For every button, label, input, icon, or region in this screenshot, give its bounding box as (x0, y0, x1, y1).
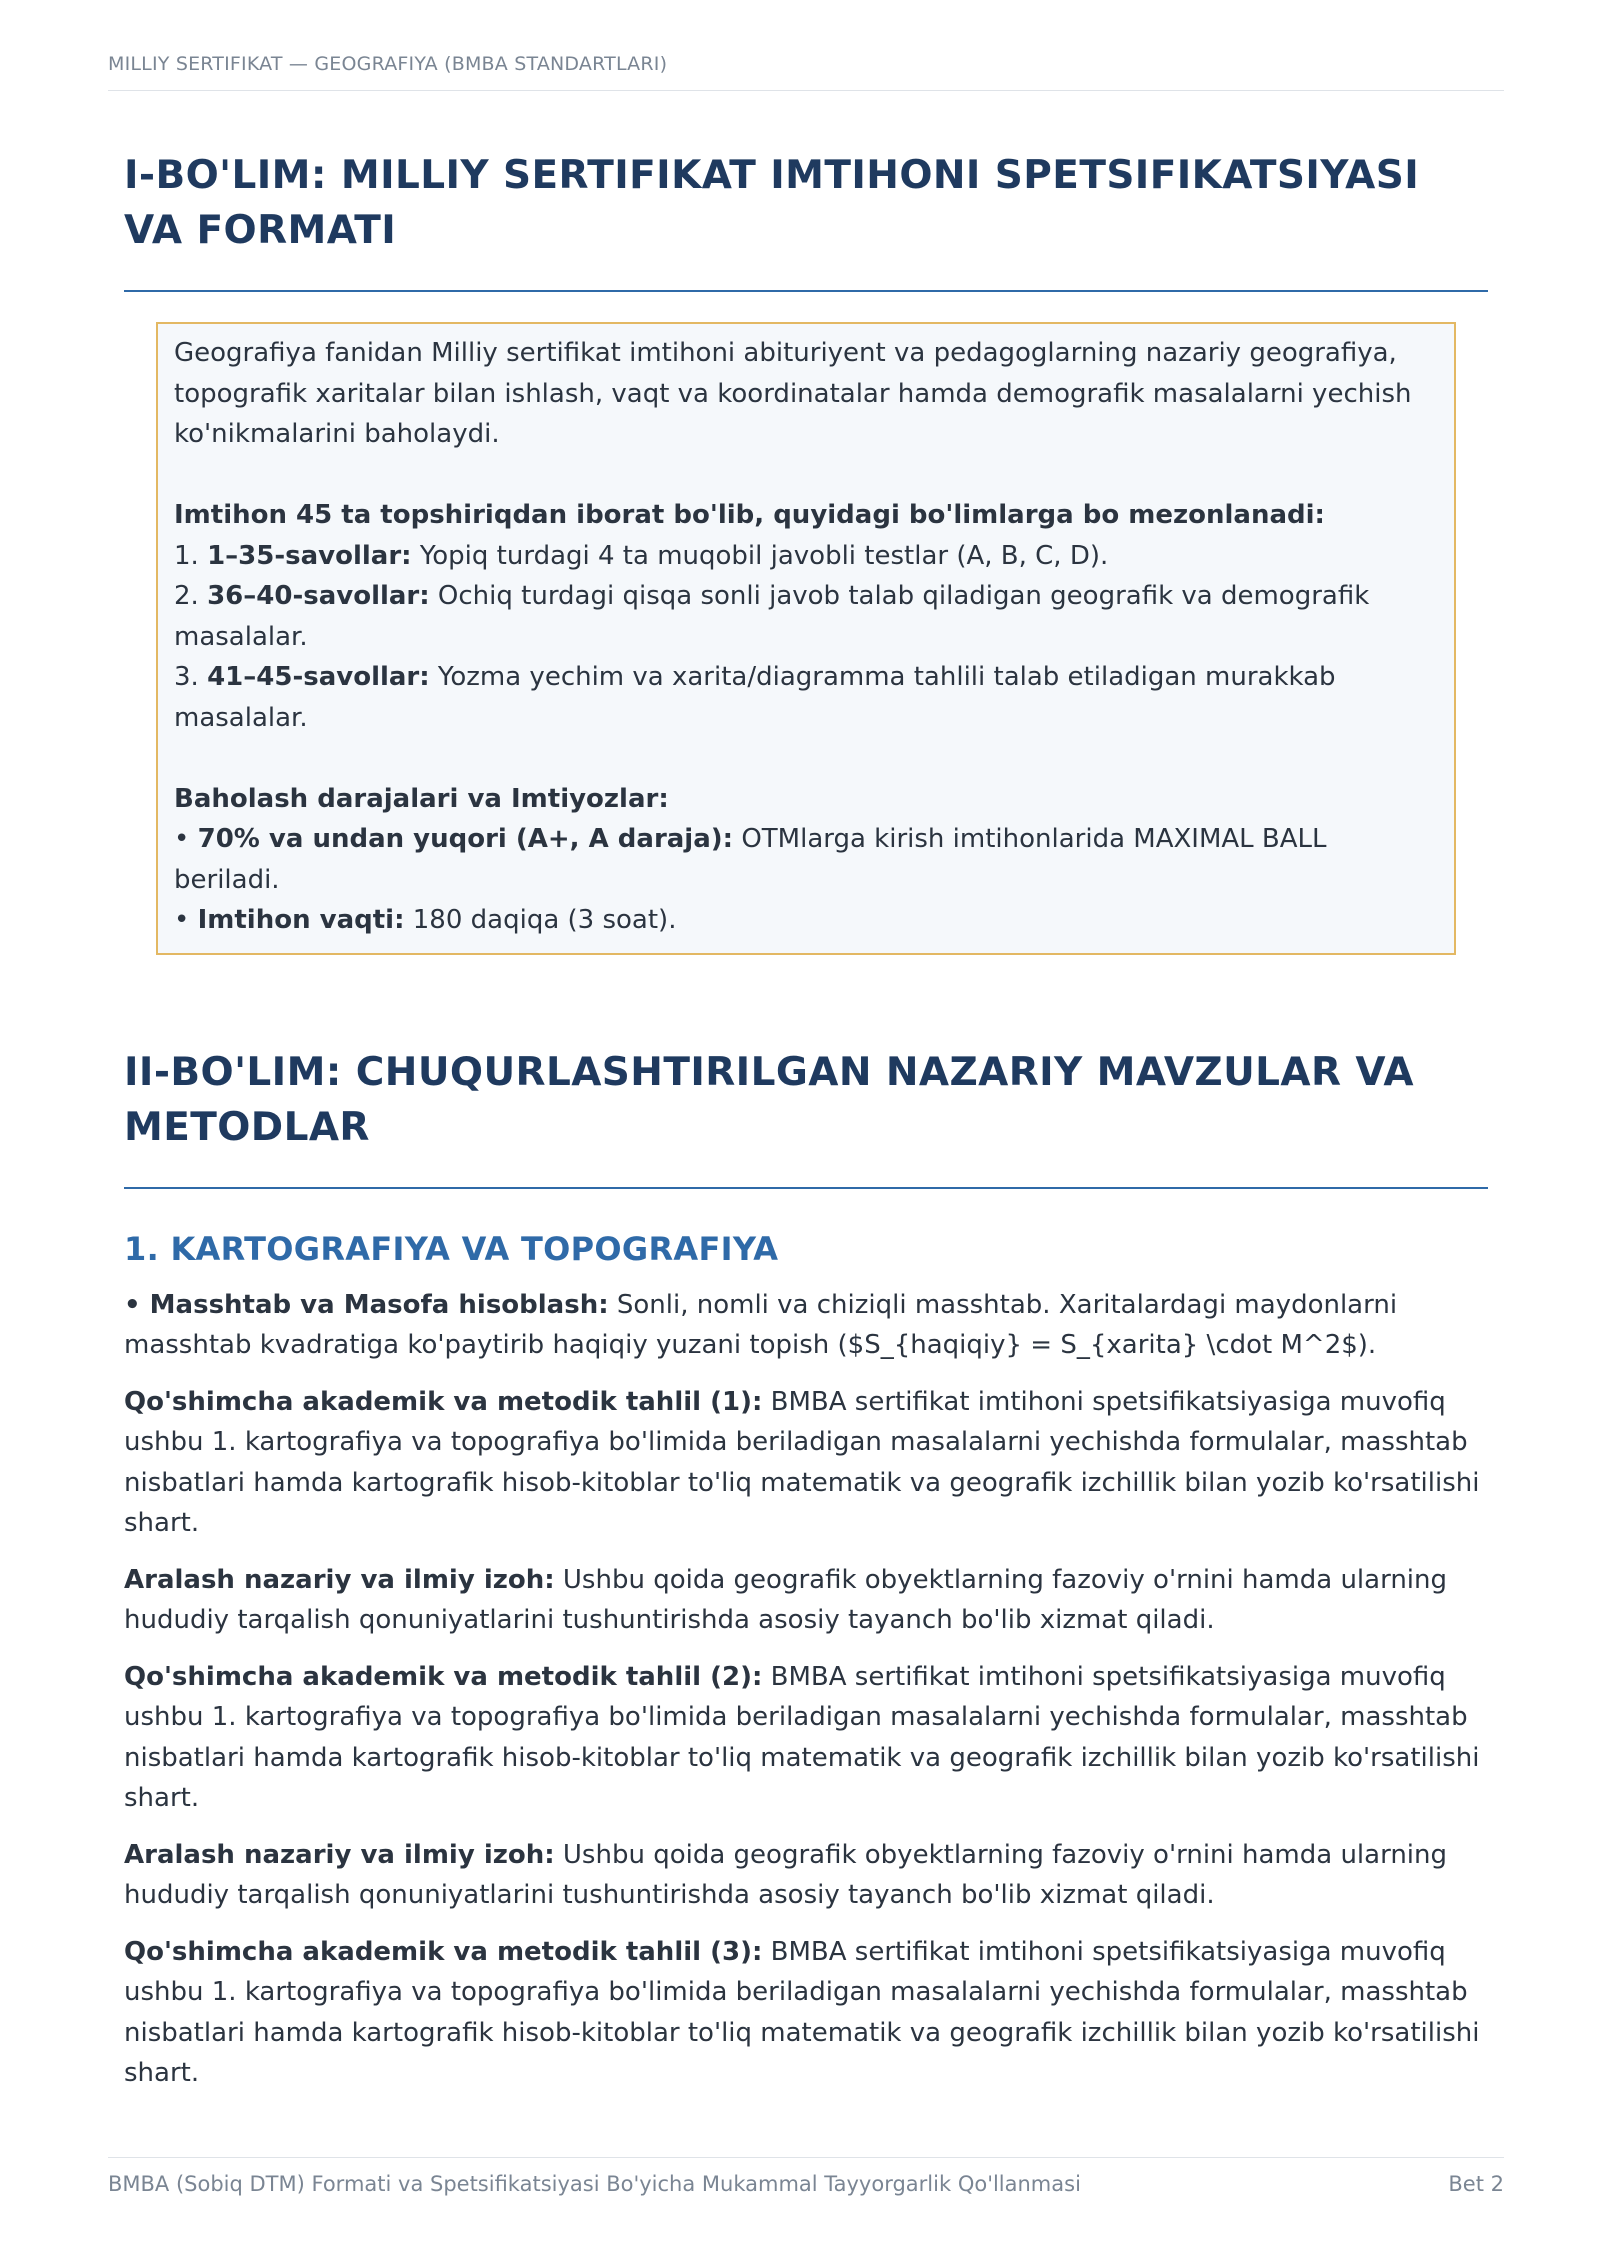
paragraph: Qo'shimcha akademik va metodik tahlil (3): BMBA sertifikat imtihoni spetsifikatsiyasiga muvofiq ushbu 1. kartografiya va topografiya bo'limida beriladigan masalalarni yechishda formulalar, masshtab nisbatlari hamda kartografik hisob-kitoblar to'liq matematik va geografik izchillik bilan yozib ko'rsatilishi shart. (124, 1936, 1480, 2088)
section2-divider (124, 1187, 1488, 1189)
structure-item: 1. 1–35-savollar: Yopiq turdagi 4 ta muqobil javobli testlar (A, B, C, D). (174, 540, 1109, 571)
paragraph: Aralash nazariy va ilmiy izoh: Ushbu qoida geografik obyektlarning fazoviy o'rnini hamda ularning hududiy tarqalish qonuniyatlarini tushuntirishda asosiy tayanch bo'lib xizmat qiladi. (124, 1839, 1448, 1910)
intro-text: Geografiya fanidan Milliy sertifikat imtihoni abituriyent va pedagoglarning nazariy geografiya, topografik xaritalar bilan ishlash, vaqt va koordinatalar hamda demografik masalalarni yechish ko'nikmalarini baholaydi. (174, 338, 1412, 449)
exam-spec-box (156, 322, 1456, 955)
section2-title: II-BO'LIM: CHUQURLASHTIRILGAN NAZARIY MAVZULAR VA METODLAR (124, 1049, 1414, 1150)
grading-heading: Baholash darajalari va Imtiyozlar: (174, 783, 669, 814)
grading-item: • Imtihon vaqti: 180 daqiqa (3 soat). (174, 905, 677, 935)
page-content (124, 148, 1488, 2094)
section2 (124, 1045, 1488, 2094)
header-divider (108, 90, 1504, 91)
section1-title: I-BO'LIM: MILLIY SERTIFIKAT IMTIHONI SPETSIFIKATSIYASI VA FORMATI (124, 153, 1420, 253)
paragraph: Aralash nazariy va ilmiy izoh: Ushbu qoida geografik obyektlarning fazoviy o'rnini hamda ularning hududiy tarqalish qonuniyatlarini tushuntirishda asosiy tayanch bo'lib xizmat qiladi. (124, 1564, 1448, 1635)
structure-heading: Imtihon 45 ta topshiriqdan iborat bo'lib, quyidagi bo'limlarga bo mezonlanadi: (174, 500, 1325, 530)
structure-item: 2. 36–40-savollar: Ochiq turdagi qisqa sonli javob talab qiladigan geografik va demografik masalalar. (174, 581, 1370, 652)
footer-divider (108, 2157, 1504, 2158)
grading-item: • 70% va undan yuqori (A+, A daraja): OTMlarga kirish imtihonlarida MAXIMAL BALL beriladi. (174, 824, 1327, 895)
structure-item: 3. 41–45-savollar: Yozma yechim va xarita/diagramma tahlili talab etiladigan murakkab masalalar. (174, 662, 1336, 733)
section1-divider (124, 290, 1488, 292)
footer-title: BMBA (Sobiq DTM) Formati va Spetsifikatsiyasi Bo'yicha Mukammal Tayyorgarlik Qo'llanmasi (108, 2172, 1081, 2196)
paragraph: Qo'shimcha akademik va metodik tahlil (1): BMBA sertifikat imtihoni spetsifikatsiyasiga muvofiq ushbu 1. kartografiya va topografiya bo'limida beriladigan masalalarni yechishda formulalar, masshtab nisbatlari hamda kartografik hisob-kitoblar to'liq matematik va geografik izchillik bilan yozib ko'rsatilishi shart. (124, 1386, 1480, 1538)
paragraph: Qo'shimcha akademik va metodik tahlil (2): BMBA sertifikat imtihoni spetsifikatsiyasiga muvofiq ushbu 1. kartografiya va topografiya bo'limida beriladigan masalalarni yechishda formulalar, masshtab nisbatlari hamda kartografik hisob-kitoblar to'liq matematik va geografik izchillik bilan yozib ko'rsatilishi shart. (124, 1661, 1480, 1813)
paragraph: • Masshtab va Masofa hisoblash: Sonli, nomli va chiziqli masshtab. Xaritalardagi maydonlarni masshtab kvadratiga ko'paytirib haqiqiy yuzani topish ($S_{haqiqiy} = S_{xarita} \cdot M^2$). (124, 1289, 1398, 1360)
subsection-title: 1. KARTOGRAFIYA VA TOPOGRAFIYA (124, 1229, 779, 1268)
page-number: Bet 2 (1448, 2172, 1504, 2196)
running-header: MILLIY SERTIFIKAT — GEOGRAFIYA (BMBA STANDARTLARI) (108, 53, 668, 75)
